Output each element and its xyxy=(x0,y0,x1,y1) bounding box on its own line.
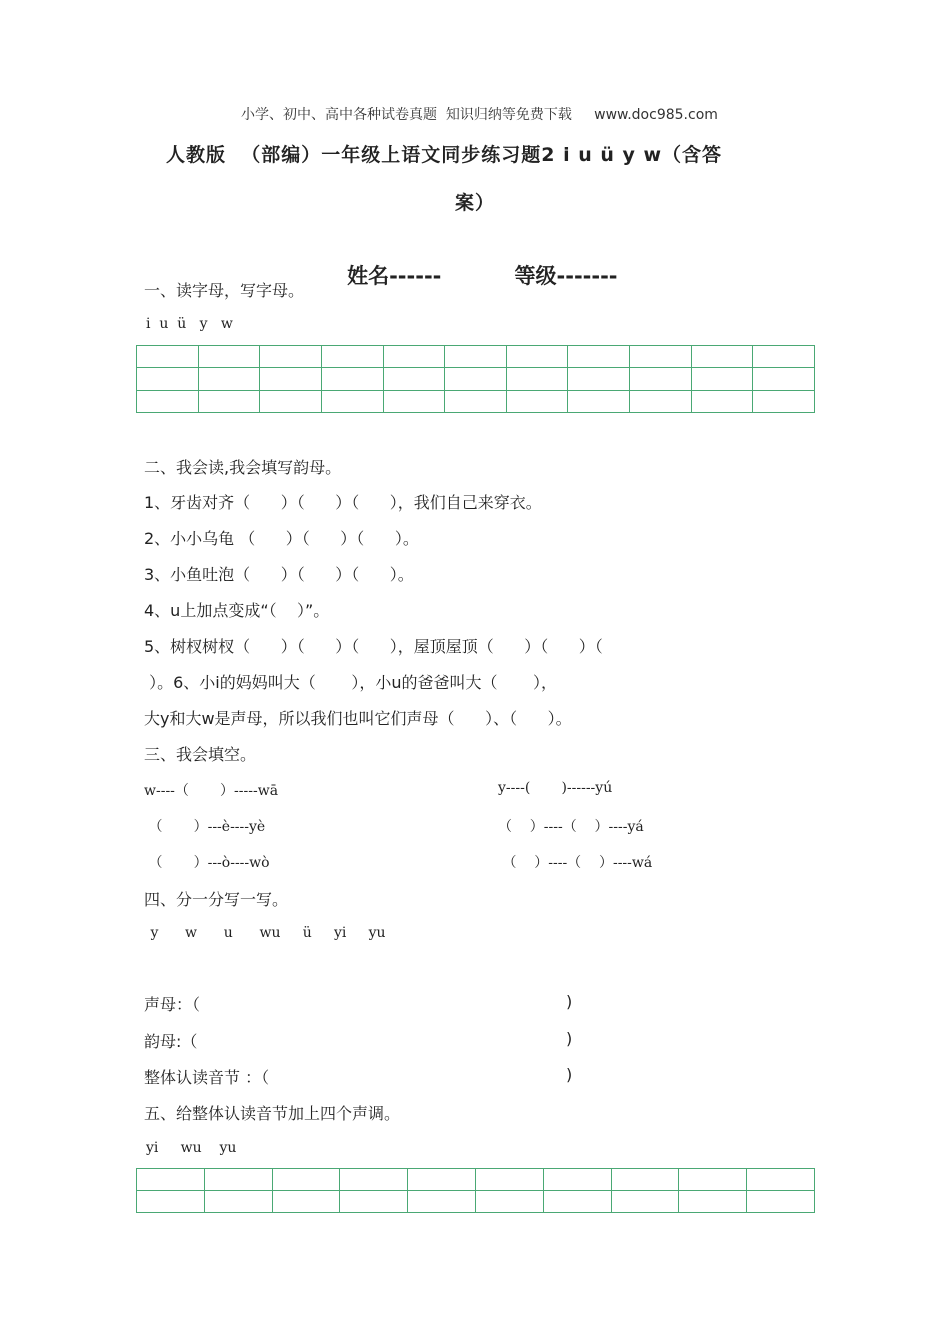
writing-grid-1[interactable] xyxy=(136,345,815,413)
section4-items: y w u wu ü yi yu xyxy=(146,925,386,941)
row-initials-label: 声母：（ xyxy=(144,995,201,1014)
name-field[interactable]: 姓名------ xyxy=(347,264,442,288)
section2-heading: 二、我会读,我会填写韵母。 xyxy=(144,458,342,477)
fill-left-2: （ ）---è----yè xyxy=(144,819,266,835)
question-3: 3、小鱼吐泡（ ）（ ）（ ）。 xyxy=(144,565,414,584)
name-grade-row xyxy=(0,236,950,290)
section4-heading: 四、分一分写一写。 xyxy=(144,890,289,909)
site-url[interactable]: www.doc985.com xyxy=(594,107,718,123)
fill-left-1: w----（ ）-----wā xyxy=(144,783,279,799)
fill-left-3: （ ）---ò----wò xyxy=(144,855,270,871)
question-1: 1、牙齿对齐（ ）（ ）（ ），我们自己来穿衣。 xyxy=(144,493,542,512)
row-finals-close: ) xyxy=(566,1029,573,1048)
doc-title-line1: 人教版 （部编）一年级上语文同步练习题2 i u ü y w（含答 xyxy=(166,144,723,166)
question-2: 2、小小乌龟 （ ）（ ）（ ）。 xyxy=(144,529,419,548)
doc-title-line2: 案） xyxy=(455,192,496,214)
writing-grid-2[interactable] xyxy=(136,1168,815,1213)
section1-letters: i u ü y w xyxy=(146,316,233,332)
question-5: 5、树杈树杈（ ）（ ）（ ），屋顶屋顶（ ）（ ）（ xyxy=(144,637,603,656)
section5-heading: 五、给整体认读音节加上四个声调。 xyxy=(144,1104,401,1123)
section3-heading: 三、我会填空。 xyxy=(144,745,257,764)
row-initials-close: ) xyxy=(566,992,573,1011)
fill-right-3: （ ）----（ ）----wá xyxy=(498,855,653,871)
question-7: 大y和大w是声母，所以我们也叫它们声母（ ）、（ ）。 xyxy=(144,709,572,728)
fill-right-1: y----( )------yú xyxy=(498,780,613,796)
row-whole-close: ) xyxy=(566,1065,573,1084)
section1-heading: 一、读字母，写字母。 xyxy=(144,281,305,300)
question-6: ）。6、小i的妈妈叫大（ ），小u的爸爸叫大（ ）， xyxy=(144,673,558,692)
fill-right-2: （ ）----（ ）----yá xyxy=(498,819,644,835)
question-4: 4、u上加点变成“（ ）”。 xyxy=(144,601,330,620)
site-note: 小学、初中、高中各种试卷真题 知识归纳等免费下载 xyxy=(240,107,572,123)
section5-syllables: yi wu yu xyxy=(146,1140,237,1156)
row-finals-label: 韵母:（ xyxy=(144,1032,198,1051)
grade-field[interactable]: 等级------- xyxy=(514,264,618,288)
site-header xyxy=(0,88,950,124)
row-whole-label: 整体认读音节 ：（ xyxy=(144,1068,270,1087)
